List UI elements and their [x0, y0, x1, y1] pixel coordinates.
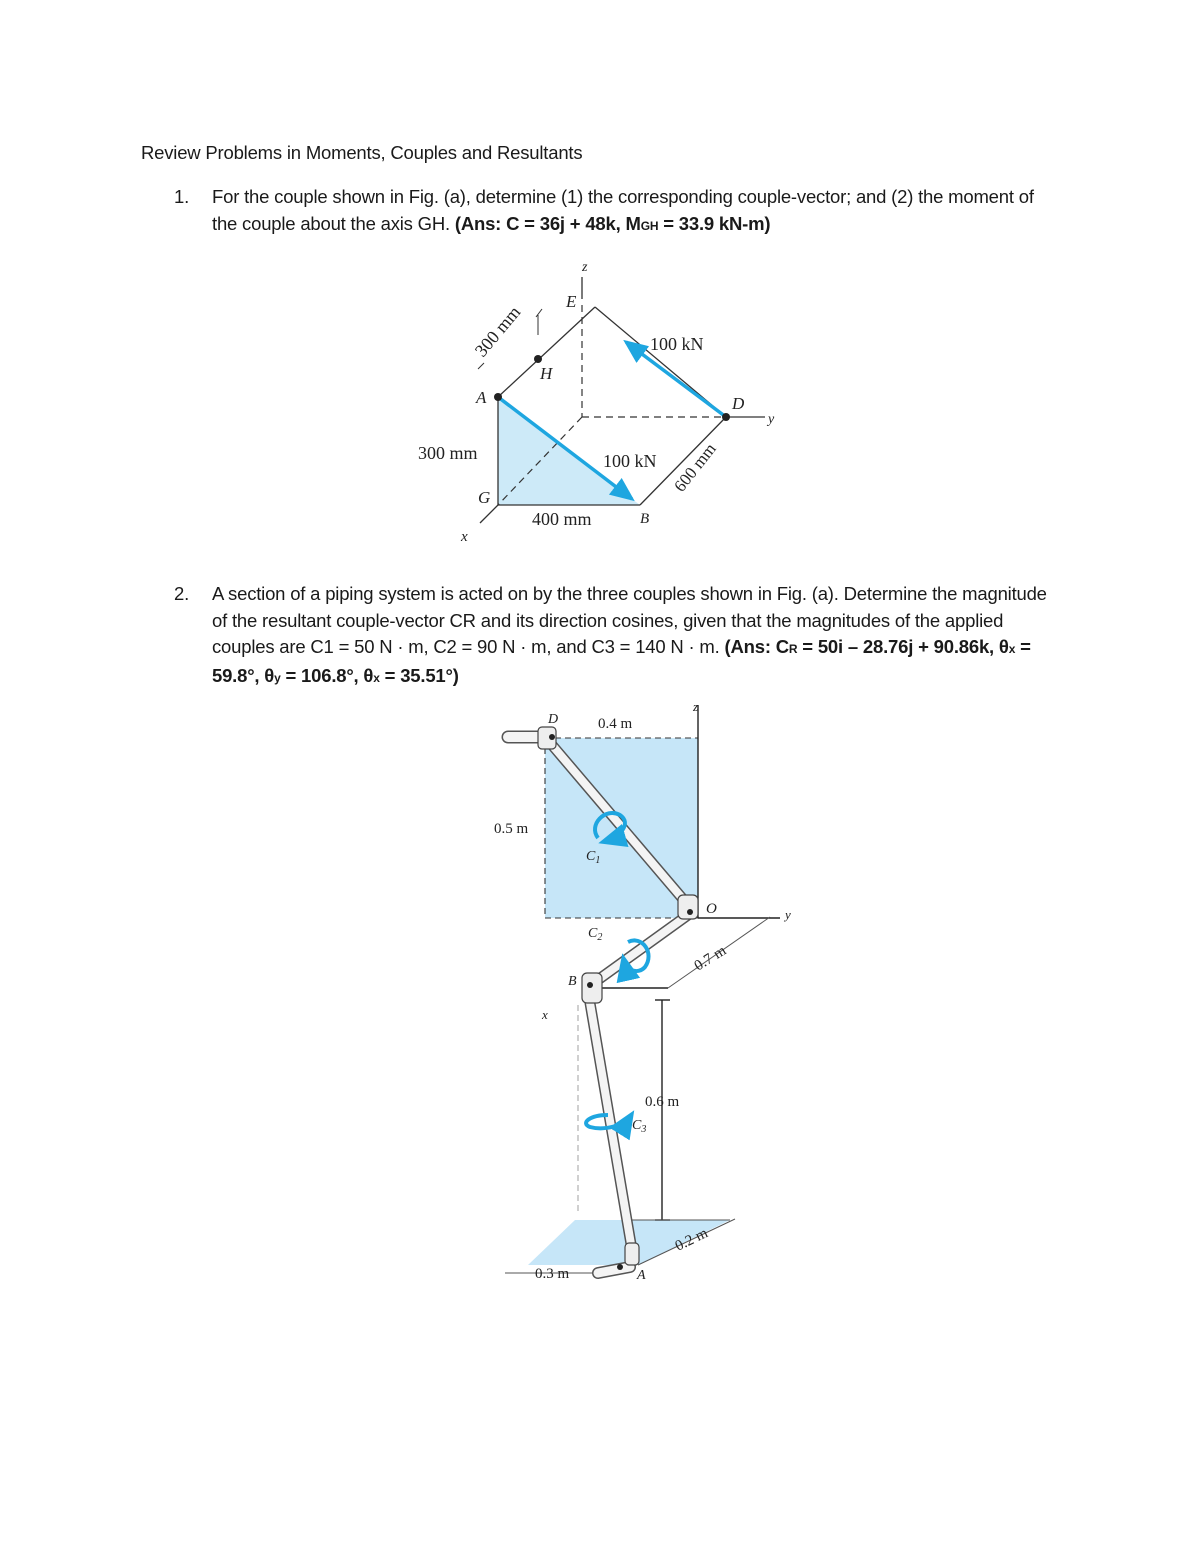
- answer: (Ans: C = 36j + 48k, MGH = 33.9 kN-m): [454, 212, 771, 234]
- point-a: [494, 393, 502, 401]
- label-c1: $C_1$: [586, 849, 601, 866]
- figure-1-couple-diagram: [410, 255, 800, 555]
- problem-1: [174, 184, 1054, 239]
- elbow-o: [678, 895, 698, 919]
- label-g: G: [478, 488, 491, 507]
- dim-left-300: 300 mm: [418, 443, 478, 463]
- label-d: D: [732, 394, 745, 413]
- label-y: y: [768, 412, 775, 427]
- problem-text: For the couple shown in Fig. (a), determine (1) the corresponding couple-vector; and (2) the moment of the couple about the axis GH. (Ans: C = 36j + 48k, MGH = 33.9 kN-m): [212, 186, 1034, 234]
- dim-05: 0.5 m: [494, 821, 529, 837]
- label-z: z: [582, 260, 588, 275]
- label-e: E: [566, 292, 577, 311]
- label-c3: $C_3$: [632, 1118, 647, 1135]
- label-x: x: [461, 529, 468, 545]
- point-d: [722, 413, 730, 421]
- label-d: D: [548, 712, 559, 727]
- problem-number: 1.: [174, 186, 190, 207]
- label-y: y: [785, 907, 791, 922]
- label-x: x: [542, 1007, 548, 1022]
- label-b: B: [568, 974, 577, 989]
- problem-text: A section of a piping system is acted on by the three couples shown in Fig. (a). Determine the magnitude of the resultant couple-vector CR and its direction cosines, given that the magnitudes of the applied couples are C1 = 50 N · m, C2 = 90 N · m, and C3 = 140 N · m. (Ans: CR = 50i – 28.76j + 90.86k, θx = 59.8°, θy = 106.8°, θx = 35.51°): [212, 583, 1047, 686]
- dim-bottom-400: 400 mm: [532, 509, 592, 529]
- page-title: Review Problems in Moments, Couples and Resultants: [141, 142, 583, 163]
- force-label-bottom: 100 kN: [603, 451, 657, 471]
- dim-02: 0.2 m: [672, 1225, 711, 1255]
- answer: (Ans: CR = 50i – 28.76j + 90.86k, θx = 59.8°, θy = 106.8°, θx = 35.51°): [212, 636, 1031, 686]
- dim-right-600: 600 mm: [670, 439, 720, 496]
- dim-04: 0.4 m: [598, 716, 633, 732]
- elbow-a: [625, 1243, 639, 1265]
- dim-06: 0.6 m: [645, 1094, 680, 1110]
- label-c2: $C_2$: [588, 926, 603, 943]
- elbow-b: [582, 973, 602, 1003]
- label-b: B: [640, 511, 650, 527]
- problem-number: 2.: [174, 583, 190, 604]
- label-a: A: [637, 1268, 646, 1283]
- point-h: [534, 355, 542, 363]
- label-h: H: [540, 364, 553, 383]
- label-a: A: [476, 388, 487, 407]
- force-label-top: 100 kN: [650, 334, 704, 354]
- problem-2: [174, 581, 1054, 691]
- label-z: z: [693, 699, 699, 714]
- label-o: O: [706, 901, 717, 917]
- dim-03: 0.3 m: [535, 1266, 570, 1282]
- dim-07: 0.7 m: [691, 942, 730, 975]
- x-axis: [480, 505, 498, 523]
- dim-top-300: 300 mm: [470, 302, 525, 361]
- figure-2-piping-diagram: [480, 695, 810, 1295]
